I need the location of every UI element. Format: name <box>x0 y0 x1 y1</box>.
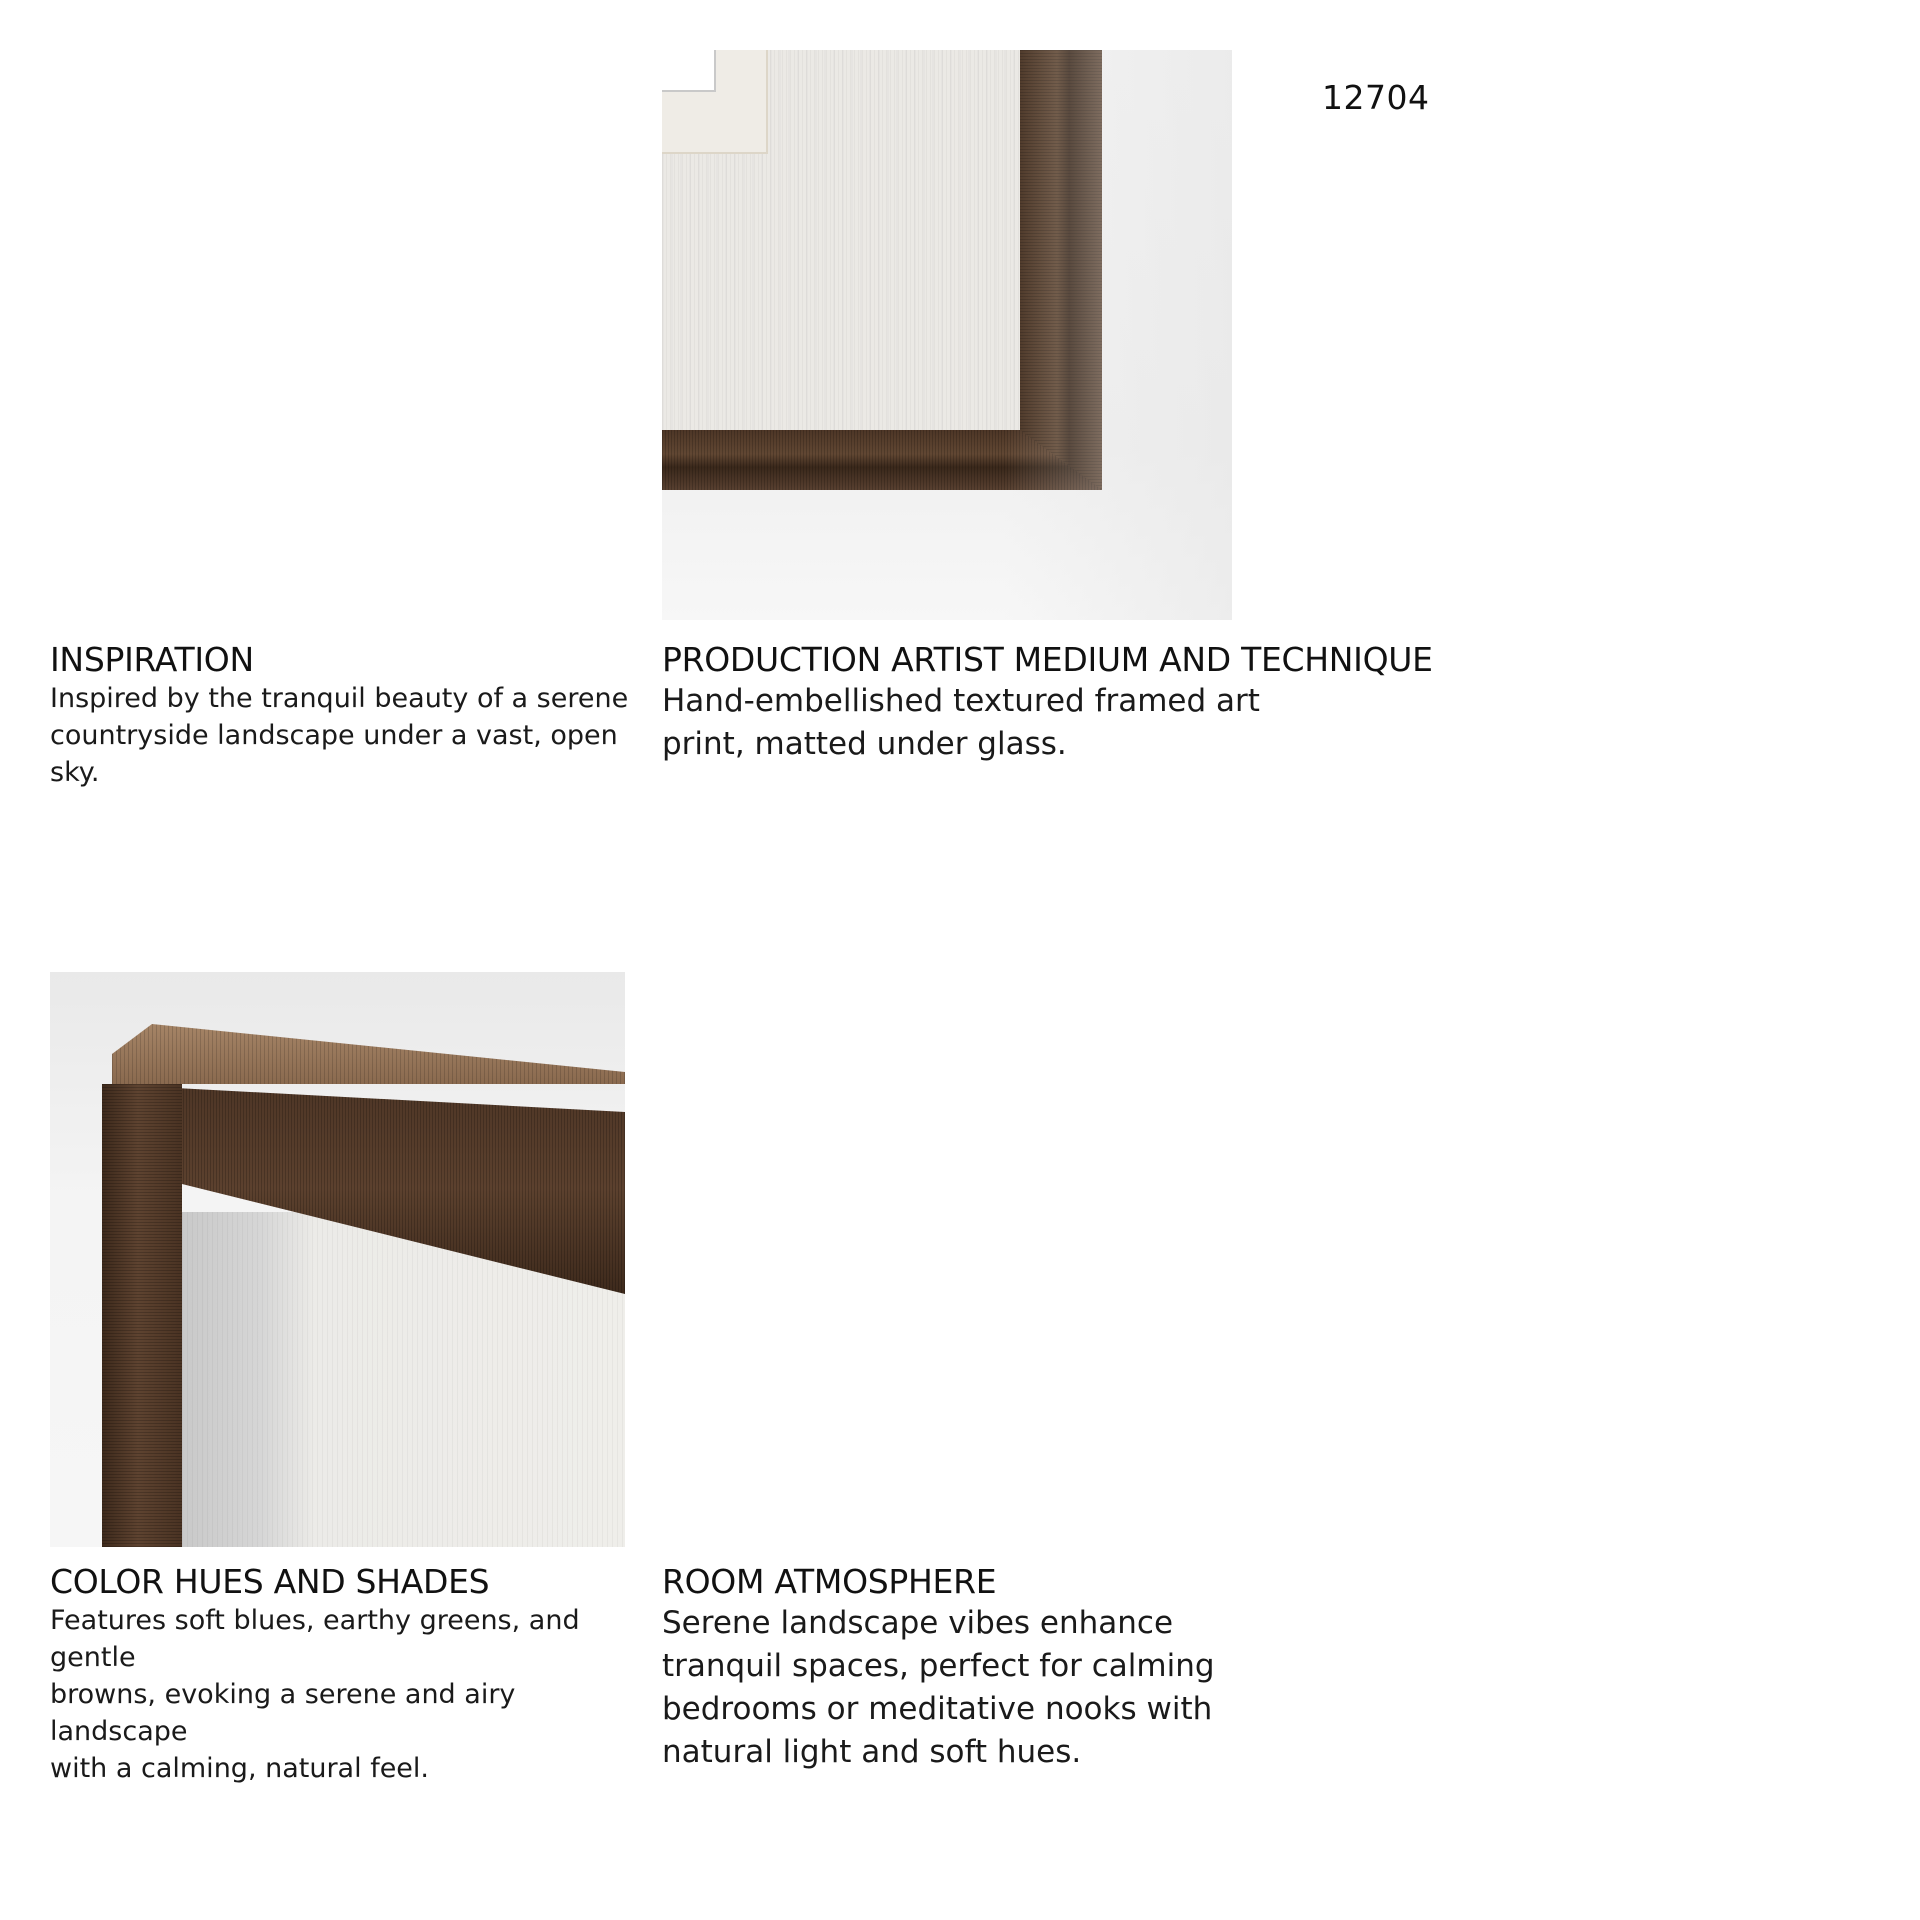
color-line-2: browns, evoking a serene and airy landscape <box>50 1679 516 1747</box>
frame-angle-photo <box>50 972 625 1547</box>
room-line-2: tranquil spaces, perfect for calming <box>662 1648 1215 1684</box>
room-section <box>662 1562 1362 1774</box>
room-line-1: Serene landscape vibes enhance <box>662 1605 1174 1641</box>
color-line-3: with a calming, natural feel. <box>50 1753 430 1784</box>
room-heading: ROOM ATMOSPHERE <box>662 1562 997 1601</box>
frame-corner-photo <box>662 50 1232 620</box>
color-line-1: Features soft blues, earthy greens, and gentle <box>50 1605 580 1673</box>
production-section <box>662 640 1562 766</box>
production-heading: PRODUCTION ARTIST MEDIUM AND TECHNIQUE <box>662 640 1433 679</box>
frame-top-edge <box>112 1024 625 1084</box>
room-line-4: natural light and soft hues. <box>662 1734 1082 1770</box>
inspiration-heading: INSPIRATION <box>50 640 254 679</box>
photo-shading <box>662 50 1232 620</box>
production-line-2: print, matted under glass. <box>662 726 1067 762</box>
production-line-1: Hand-embellished textured framed art <box>662 683 1260 719</box>
color-section <box>50 1562 650 1787</box>
room-line-3: bedrooms or meditative nooks with <box>662 1691 1213 1727</box>
inspiration-line-2: countryside landscape under a vast, open sky. <box>50 720 618 788</box>
inspiration-section <box>50 640 640 791</box>
inspiration-line-1: Inspired by the tranquil beauty of a serene <box>50 683 629 714</box>
product-number: 12704 <box>1322 78 1430 117</box>
frame-left <box>102 1084 182 1547</box>
color-heading: COLOR HUES AND SHADES <box>50 1562 490 1601</box>
